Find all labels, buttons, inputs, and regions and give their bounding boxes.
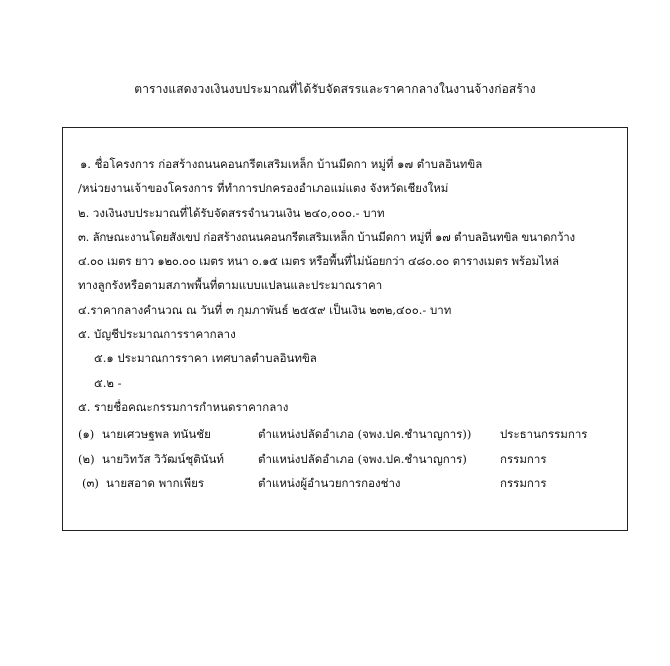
committee-position: ตำแหน่งผู้อำนวยการกองช่าง [258,476,401,490]
committee-position: ตำแหน่งปลัดอำเภอ (จพง.ปค.ชำนาญการ)) [258,427,472,441]
committee-name: นายวิทวัส วิวัฒน์ชุตินันท์ [102,452,224,466]
committee-role: ประธานกรรมการ [500,427,588,441]
median-price-line: ๔.ราคากลางคำนวณ ณ วันที่ ๓ กุมภาพันธ์ ๒๕๕๙ เป็นเงิน ๒๓๒,๔๐๐.- บาท [78,303,452,317]
work-description-line: ๓. ลักษณะงานโดยสังเขป ก่อสร้างถนนคอนกรีตเสริมเหล็ก บ้านมีดกา หมู่ที่ ๑๗ ตำบลอินทขิล ขนาดกว้าง [78,230,575,244]
work-dimensions-line: ๔.๐๐ เมตร ยาว ๑๒๐.๐๐ เมตร หนา ๐.๑๕ เมตร หรือพื้นที่ไม่น้อยกว่า ๔๘๐.๐๐ ตารางเมตร พร้อมไหล่ [78,254,559,268]
document-title: ตารางแสดงวงเงินงบประมาณที่ได้รับจัดสรรและราคากลางในงานจ้างก่อสร้าง [134,82,536,96]
committee-no: (๑) [78,427,95,441]
committee-role: กรรมการ [500,476,547,490]
committee-role: กรรมการ [500,452,547,466]
price-list-heading: ๕. บัญชีประมาณการราคากลาง [78,327,236,341]
price-list-item-1: ๕.๑ ประมาณการราคา เทศบาลตำบลอินทขิล [94,351,317,365]
committee-heading: ๕. รายชื่อคณะกรรมการกำหนดราคากลาง [78,400,289,414]
committee-name: นายสอาด พากเพียร [106,476,204,490]
budget-line: ๒. วงเงินงบประมาณที่ได้รับจัดสรรจำนวนเงิน ๒๔๐,๐๐๐.- บาท [78,206,385,220]
committee-no: (๒) [78,452,95,466]
project-name-line: ๑. ชื่อโครงการ ก่อสร้างถนนคอนกรีตเสริมเหล็ก บ้านมีดกา หมู่ที่ ๑๗ ตำบลอินทขิล [80,157,483,171]
price-list-item-2: ๕.๒ - [94,376,122,390]
committee-position: ตำแหน่งปลัดอำเภอ (จพง.ปค.ชำนาญการ) [258,452,467,466]
work-shoulder-line: ทางลูกรังหรือตามสภาพพื้นที่ตามแบบแปลนและประมาณราคา [78,278,383,292]
project-owner-line: /หน่วยงานเจ้าของโครงการ ที่ทำการปกครองอำเภอแม่แตง จังหวัดเชียงใหม่ [78,181,449,195]
committee-no: (๓) [82,476,99,490]
committee-name: นายเศวษฐพล ทนันชัย [102,427,211,441]
